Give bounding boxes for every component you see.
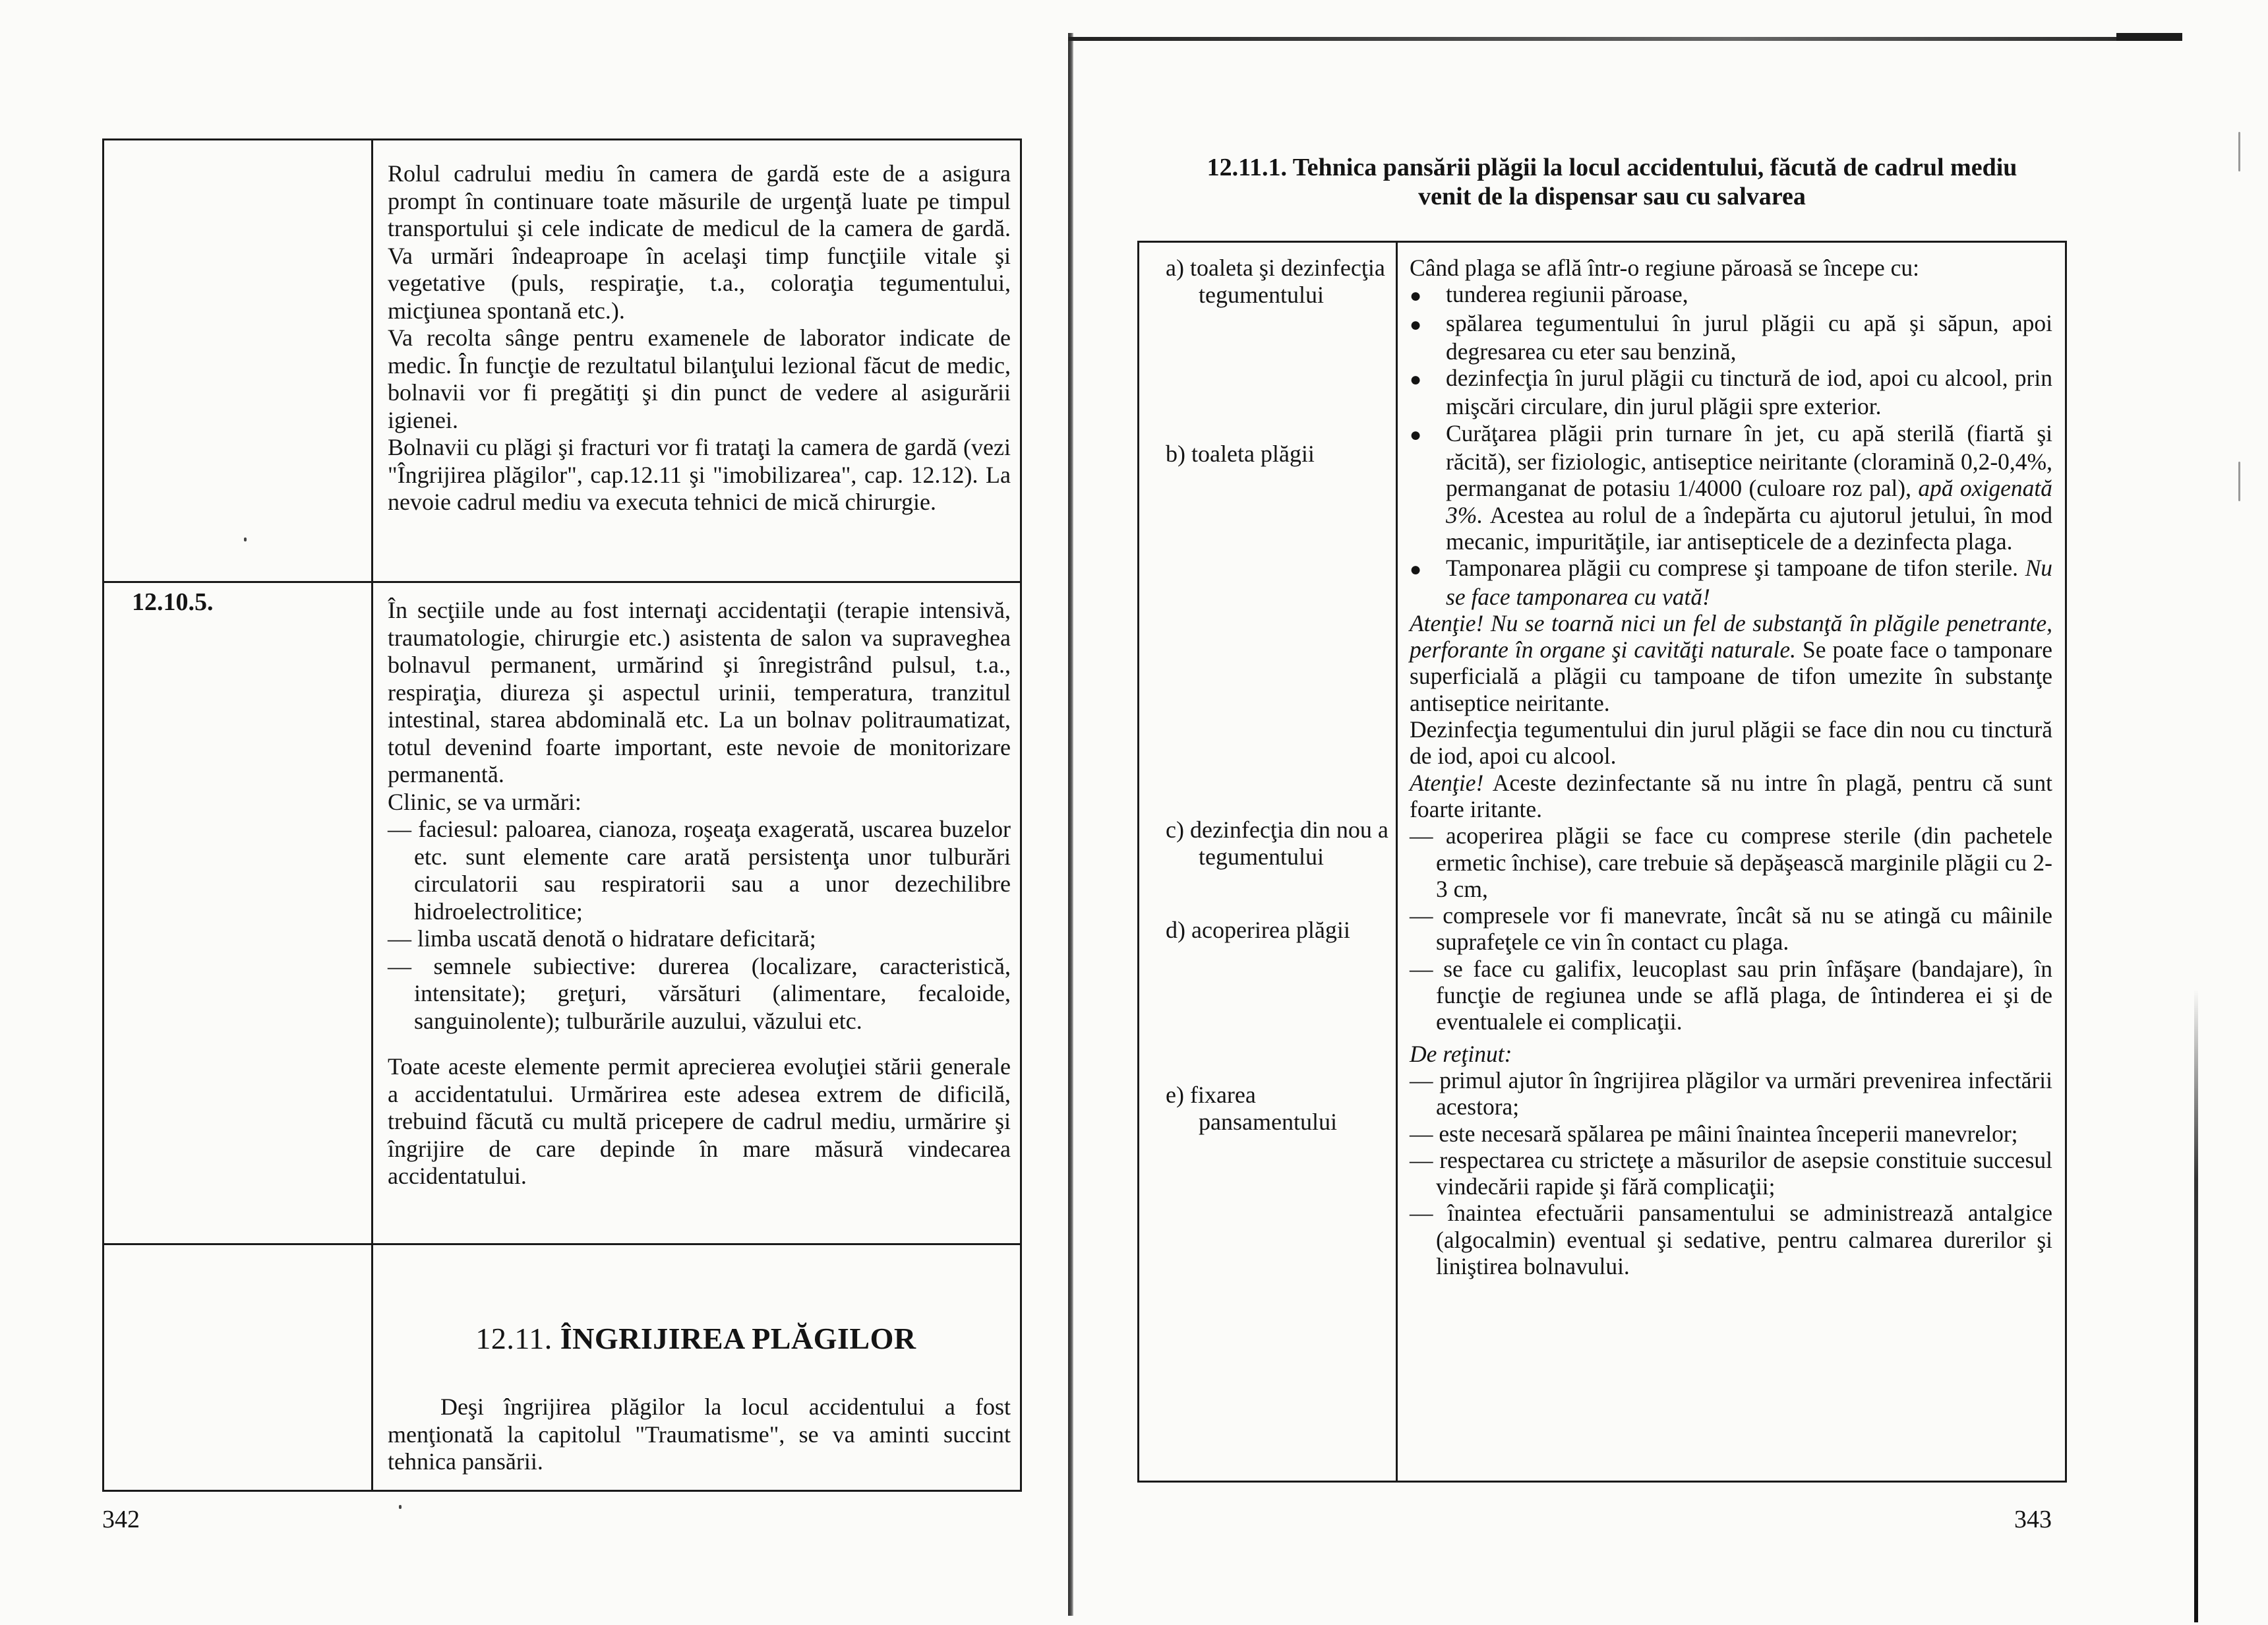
- bullet-item: [1410, 420, 2052, 555]
- steps-content: [1410, 255, 2052, 1279]
- list-item: — este necesară spălarea pe mâini înaintea începerii manevrelor;: [1410, 1120, 2018, 1147]
- bullet-text: dezinfecţia în jurul plăgii cu tinctură de iod, apoi cu alcool, prin mişcări circulare, din jurul plăgii spre exterior.: [1446, 365, 2052, 420]
- list-item: — acoperirea plăgii se face cu comprese sterile (din pachetele ermetic închise), care trebuie să depăşească marginile plăgii cu 2-3 cm,: [1410, 822, 2052, 902]
- paragraph-text: Aceste dezinfectante să nu intre în plagă, pentru că sunt foarte iritante.: [1410, 769, 2052, 822]
- warning-text: Atenţie!: [1410, 769, 1484, 796]
- paragraph: Când plaga se află într-o regiune păroasă se începe cu:: [1410, 255, 1920, 281]
- step-d-label: [1166, 917, 1390, 944]
- step-e-label: [1166, 1082, 1390, 1136]
- step-a-label: [1166, 255, 1390, 309]
- bullet-icon: ●: [1410, 423, 1422, 446]
- list-item: — primul ajutor în îngrijirea plăgilor va urmări prevenirea infectării acestora;: [1410, 1066, 2052, 1120]
- italic-text: Nu se face tamponarea cu vată!: [1446, 555, 2052, 610]
- right-page-table: [1137, 241, 2067, 1483]
- bullet-text: Acestea au rolul de a îndepărta cu ajutorul jetului, în mod mecanic, impurităţile, iar antisepticele de a dezinfecta plaga.: [1446, 501, 2052, 555]
- bullet-text: spălarea tegumentului în jurul plăgii cu apă şi săpun, apoi degresarea cu eter sau benzină,: [1446, 309, 2052, 365]
- bullet-icon: ●: [1410, 313, 1422, 336]
- paragraph: Va recolta sânge pentru examenele de laborator indicate de medic. În funcţie de rezultatul bilanţului lezional făcut de medic, bolnavii vor fi pregătiţi şi din punct de vedere al asigurării igienei.: [388, 324, 1011, 433]
- paragraph: Deşi îngrijirea plăgilor la locul accidentului a fost menţionată la capitolul "Traumatisme", se va aminti succint tehnica pansării.: [388, 1394, 1011, 1475]
- camera-garda-text: [388, 160, 1011, 516]
- paragraph: [1410, 610, 2052, 716]
- bullet-icon: ●: [1410, 559, 1422, 581]
- scan-edge-mark: [2116, 33, 2182, 41]
- table-column-divider: [1396, 243, 1398, 1481]
- paragraph: [1410, 1041, 2052, 1067]
- list-item: — respectarea cu stricteţe a măsurilor de asepsie constituie succesul vindecării rapide şi fără complicaţii;: [1410, 1146, 2052, 1200]
- bullet-text: Tamponarea plăgii cu comprese şi tampoane de tifon sterile.: [1446, 555, 2018, 582]
- table-row-divider: [104, 581, 1020, 583]
- sectii-text: [388, 597, 1011, 1190]
- bullet-item: [1410, 555, 2052, 610]
- step-label: c) dezinfecţia din nou a tegumentului: [1166, 816, 1388, 870]
- list-item: — compresele vor fi manevrate, încât să nu se atingă cu mâinile suprafeţele ce vin în contact cu plaga.: [1410, 902, 2052, 956]
- italic-text: apă oxigenată 3%.: [1446, 475, 2052, 528]
- paragraph: [1410, 770, 2052, 823]
- bullet-text: tunderea regiunii păroase,: [1446, 281, 1688, 308]
- list-item: — semnele subiective: durerea (localizare, caracteristică, intensitate); greţuri, vărsături (alimentare, fecaloide, sanguinolente); tulburările auzului, văzului etc.: [388, 952, 1011, 1034]
- page-number-left: 342: [102, 1506, 140, 1533]
- table-row-divider: [104, 1243, 1020, 1245]
- table-column-divider: [371, 140, 373, 1490]
- bullet-icon: ●: [1410, 369, 1422, 391]
- paragraph-text: Se poate face o tamponare superficială a plăgii cu tampoane de tifon umezite în substanţe antiseptice neiritante.: [1410, 636, 2052, 716]
- step-label: b) toaleta plăgii: [1166, 441, 1315, 467]
- chapter-title-text: ÎNGRIJIREA PLĂGILOR: [560, 1322, 916, 1355]
- list-item: — limba uscată denotă o hidratare deficitară;: [388, 925, 816, 952]
- scan-right-edge: [2194, 989, 2198, 1622]
- scan-speck: [2238, 462, 2240, 501]
- paragraph: În secţiile unde au fost internaţi accidentaţii (terapie intensivă, traumatologie, chirurgie etc.) asistenta de salon va supraveghea bolnavul permanent, urmărind şi înregistrând pulsul, t.a., respiraţia, diureza şi aspectul urinii, temperatura, tranzitul intestinal, starea abdominală etc. La un bolnav politraumatizat, totul devenind foarte important, este nevoie de monitorizare permanentă.: [388, 597, 1011, 787]
- page-number-right: 343: [2014, 1506, 2052, 1533]
- book-gutter: [1068, 33, 1073, 1616]
- bullet-item: [1410, 281, 2052, 309]
- paragraph: Dezinfecţia tegumentului din jurul plăgii se face din nou cu tinctură de iod, apoi cu alcool.: [1410, 716, 2052, 770]
- step-label: e) fixarea pansamentului: [1166, 1082, 1337, 1135]
- step-label: a) toaleta şi dezinfecţia tegumentului: [1166, 255, 1385, 308]
- section-number: 12.10.5.: [132, 588, 214, 616]
- paragraph: Rolul cadrului mediu în camera de gardă este de a asigura prompt în continuare toate măsurile de urgenţă luate pe timpul transportului şi cele indicate de medicul de la camera de gardă. Va urmări îndeaproape în acelaşi timp funcţiile vitale şi vegetative (puls, respiraţie, t.a., coloraţia tegumentului, micţiunea spontană etc.).: [388, 160, 1011, 324]
- step-c-label: [1166, 816, 1390, 871]
- section-title: 12.11.1. Tehnica pansării plăgii la locul accidentului, făcută de cadrul mediu venit de la dispensar sau cu salvarea: [1207, 154, 2017, 210]
- scan-speck: [2238, 132, 2240, 171]
- paragraph: Toate aceste elemente permit aprecierea evoluţiei stării generale a accidentatului. Urmărirea este adesea extrem de dificilă, trebuind făcută cu multă pricepere de cadrul mediu, urmărire şi îngrijire de care depinde în mare măsură vindecarea accidentatului.: [388, 1053, 1011, 1189]
- chapter-title-number: 12.11.: [475, 1322, 552, 1355]
- scan-speck: [399, 1505, 402, 1509]
- list-item: — faciesul: paloarea, cianoza, roşeaţa exagerată, uscarea buzelor etc. sunt elemente care arată persistenţa unor tulburări circulatorii sau respiratorii sau a unor dezechilibre hidroelectrolitice;: [388, 816, 1011, 925]
- list-item: — se face cu galifix, leucoplast sau prin înfăşare (bandajare), în funcţie de regiunea unde se află plaga, de întinderea ei şi de eventualele ei complicaţii.: [1410, 955, 2052, 1035]
- list-item: — înaintea efectuării pansamentului se administrează antalgice (algocalmin) eventual şi sedative, pentru calmarea durerilor şi liniştirea bolnavului.: [1410, 1200, 2052, 1279]
- scan-edge-line: [1068, 37, 2182, 41]
- left-page-table: [102, 138, 1022, 1492]
- bullet-text: Curăţarea plăgii prin turnare în jet, cu apă sterilă (fiartă şi răcită), ser fiziologic, antiseptice neiritante (cloramină 0,2-0,4%, permanganat de potasiu 1/4000 (culoare roz pal),: [1446, 419, 2052, 502]
- warning-text: Atenţie! Nu se toarnă nici un fel de substanţă în plăgile penetrante, perforante în organe şi cavităţi naturale.: [1410, 609, 2052, 663]
- step-b-label: [1166, 441, 1390, 468]
- note-label: De reţinut:: [1410, 1040, 1512, 1067]
- chapter-intro: [388, 1394, 1011, 1476]
- paragraph: Clinic, se va urmări:: [388, 788, 582, 815]
- bullet-item: [1410, 310, 2052, 365]
- paragraph: Bolnavii cu plăgi şi fracturi vor fi trataţi la camera de gardă (vezi "Îngrijirea plăgilor", cap.12.11 şi "imobilizarea", cap. 12.12). La nevoie cadrul mediu va executa tehnici de mică chirurgie.: [388, 434, 1011, 515]
- chapter-title: [371, 1321, 1021, 1356]
- step-label: d) acoperirea plăgii: [1166, 917, 1350, 943]
- bullet-icon: ●: [1410, 285, 1422, 307]
- bullet-item: [1410, 365, 2052, 420]
